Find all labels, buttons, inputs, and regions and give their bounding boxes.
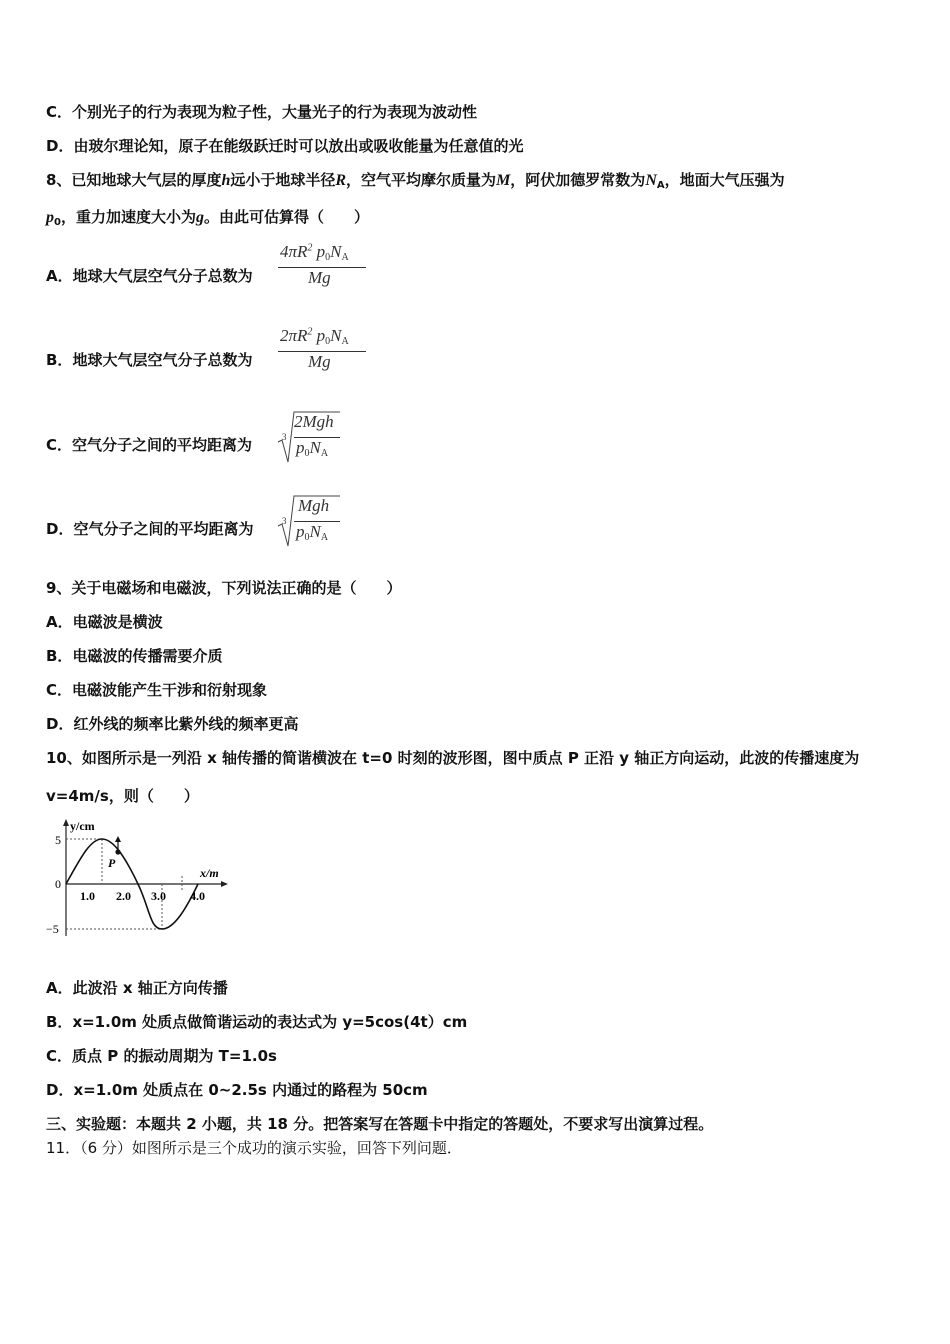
frac-sub: A (320, 532, 329, 543)
var-R: R (335, 172, 347, 189)
var-NA-sub: A (656, 180, 665, 191)
option-label: B． (46, 1013, 73, 1031)
frac-num: 2Mgh (294, 412, 334, 431)
q9-stem: 9、关于电磁场和电磁波，下列说法正确的是（ ） (46, 579, 402, 597)
var-M: M (496, 172, 511, 189)
q8-option-d (46, 519, 253, 539)
x-tick-label: 2.0 (116, 889, 131, 903)
q8-stem-part: 远小于地球半径 (230, 171, 336, 189)
frac-p: p (316, 242, 326, 261)
frac-sup: 2 (307, 242, 313, 254)
section-title: 三、实验题：本题共 2 小题，共 18 分。把答案写在答题卡中指定的答题处，不要求写出演算过程。 (46, 1115, 714, 1133)
frac-N: N (309, 438, 321, 457)
var-g: g (195, 209, 204, 226)
frac-N: N (309, 522, 321, 541)
q8-stem-line1 (46, 170, 785, 196)
var-NA: N (645, 172, 657, 189)
q8-stem-part: ，空气平均摩尔质量为 (346, 171, 497, 189)
option-text: 由玻尔理论知，原子在能级跃迁时可以放出或吸收能量为任意值的光 (73, 137, 524, 155)
frac-N: N (330, 326, 342, 345)
q8-option-b-fraction (278, 326, 368, 378)
frac-N: N (330, 242, 342, 261)
frac-num: 4πR (280, 242, 308, 261)
q10-stem-line2: v=4m/s，则（ ） (46, 787, 199, 805)
frac-num: Mgh (298, 496, 330, 515)
y-tick-label: 0 (55, 877, 61, 891)
x-tick-label: 3.0 (151, 889, 166, 903)
q9-option-a (46, 612, 163, 632)
option-label: C． (46, 436, 73, 454)
root-index: 3 (282, 432, 287, 442)
x-axis-label: x/m (200, 866, 219, 880)
q8-stem-part: 。由此可估算得（ ） (203, 208, 369, 226)
q9-option-d (46, 714, 298, 734)
option-label: C． (46, 681, 73, 699)
q9-option-c (46, 680, 267, 700)
frac-sup: 2 (307, 326, 313, 338)
option-text: x=1.0m 处质点在 0~2.5s 内通过的路程为 50cm (73, 1081, 428, 1099)
q10-option-b (46, 1012, 467, 1032)
x-tick-label: 4.0 (190, 889, 205, 903)
option-label: C． (46, 103, 73, 121)
var-h: h (221, 172, 231, 189)
q7-option-c (46, 102, 477, 122)
q8-stem-part: ，地面大气压强为 (664, 171, 785, 189)
var-p0-sub: 0 (54, 217, 61, 228)
option-text: 电磁波能产生干涉和衍射现象 (72, 681, 268, 699)
option-label: D． (46, 137, 74, 155)
frac-sub: 0 (325, 252, 331, 263)
option-text: 空气分子之间的平均距离为 (72, 436, 253, 454)
q10-option-d (46, 1080, 428, 1100)
root-index: 3 (282, 516, 287, 526)
option-label: B． (46, 351, 73, 369)
q8-option-c (46, 435, 252, 455)
y-tick-label: 5 (55, 833, 61, 847)
frac-sub: 0 (304, 532, 310, 543)
frac-den: Mg (308, 352, 331, 371)
frac-sub: A (320, 448, 329, 459)
option-label: C． (46, 1047, 73, 1065)
option-label: A． (46, 979, 73, 997)
frac-den: p (296, 522, 305, 541)
frac-den: p (296, 438, 305, 457)
var-p0: p (46, 209, 54, 226)
q8-stem-line2 (46, 207, 369, 233)
y-axis-arrow (63, 819, 69, 826)
q8-option-d-fraction (294, 496, 342, 548)
q8-stem-part: ，阿伏加德罗常数为 (510, 171, 646, 189)
frac-p: p (316, 326, 326, 345)
y-axis-label: y/cm (70, 819, 95, 833)
x-axis-arrow (221, 881, 228, 887)
y-tick-label: −5 (46, 922, 59, 936)
x-tick-label: 1.0 (80, 889, 95, 903)
option-text: 电磁波是横波 (72, 613, 163, 631)
q11-stem: 11．（6 分）如图所示是三个成功的演示实验，回答下列问题． (46, 1139, 462, 1157)
frac-num: 2πR (280, 326, 308, 345)
option-label: B． (46, 647, 73, 665)
option-label: A． (46, 613, 73, 631)
point-p (115, 849, 120, 854)
option-text: 地球大气层空气分子总数为 (72, 351, 253, 369)
q8-option-c-fraction (294, 412, 342, 464)
wave-figure (40, 814, 240, 944)
frac-sub: 0 (325, 336, 331, 347)
q10-stem-line1: 10、如图所示是一列沿 x 轴传播的简谐横波在 t=0 时刻的波形图，图中质点 P 正沿 y 轴正方向运动，此波的传播速度为 (46, 749, 860, 767)
q10-option-a (46, 978, 228, 998)
q7-option-d (46, 136, 523, 156)
frac-sub: A (341, 336, 349, 347)
point-label: P (108, 856, 116, 870)
option-text: 质点 P 的振动周期为 T=1.0s (72, 1047, 277, 1065)
q8-stem-part: ，重力加速度大小为 (60, 208, 196, 226)
option-text: 电磁波的传播需要介质 (72, 647, 223, 665)
option-label: A． (46, 267, 73, 285)
frac-sub: A (341, 252, 349, 263)
q8-option-a (46, 266, 253, 286)
option-label: D． (46, 715, 74, 733)
q8-option-a-fraction (278, 242, 368, 294)
frac-den: Mg (308, 268, 331, 287)
option-text: 此波沿 x 轴正方向传播 (72, 979, 228, 997)
option-label: D． (46, 1081, 74, 1099)
q9-option-b (46, 646, 222, 666)
option-text: 个别光子的行为表现为粒子性，大量光子的行为表现为波动性 (72, 103, 478, 121)
q8-stem-part: 8、已知地球大气层的厚度 (46, 171, 222, 189)
option-text: 空气分子之间的平均距离为 (73, 520, 254, 538)
option-text: 地球大气层空气分子总数为 (72, 267, 253, 285)
option-text: x=1.0m 处质点做简谐运动的表达式为 y=5cos(4t）cm (72, 1013, 468, 1031)
q10-option-c (46, 1046, 277, 1066)
option-label: D． (46, 520, 74, 538)
frac-sub: 0 (304, 448, 310, 459)
velocity-arrow-head (115, 836, 121, 842)
option-text: 红外线的频率比紫外线的频率更高 (73, 715, 299, 733)
q8-option-b (46, 350, 252, 370)
